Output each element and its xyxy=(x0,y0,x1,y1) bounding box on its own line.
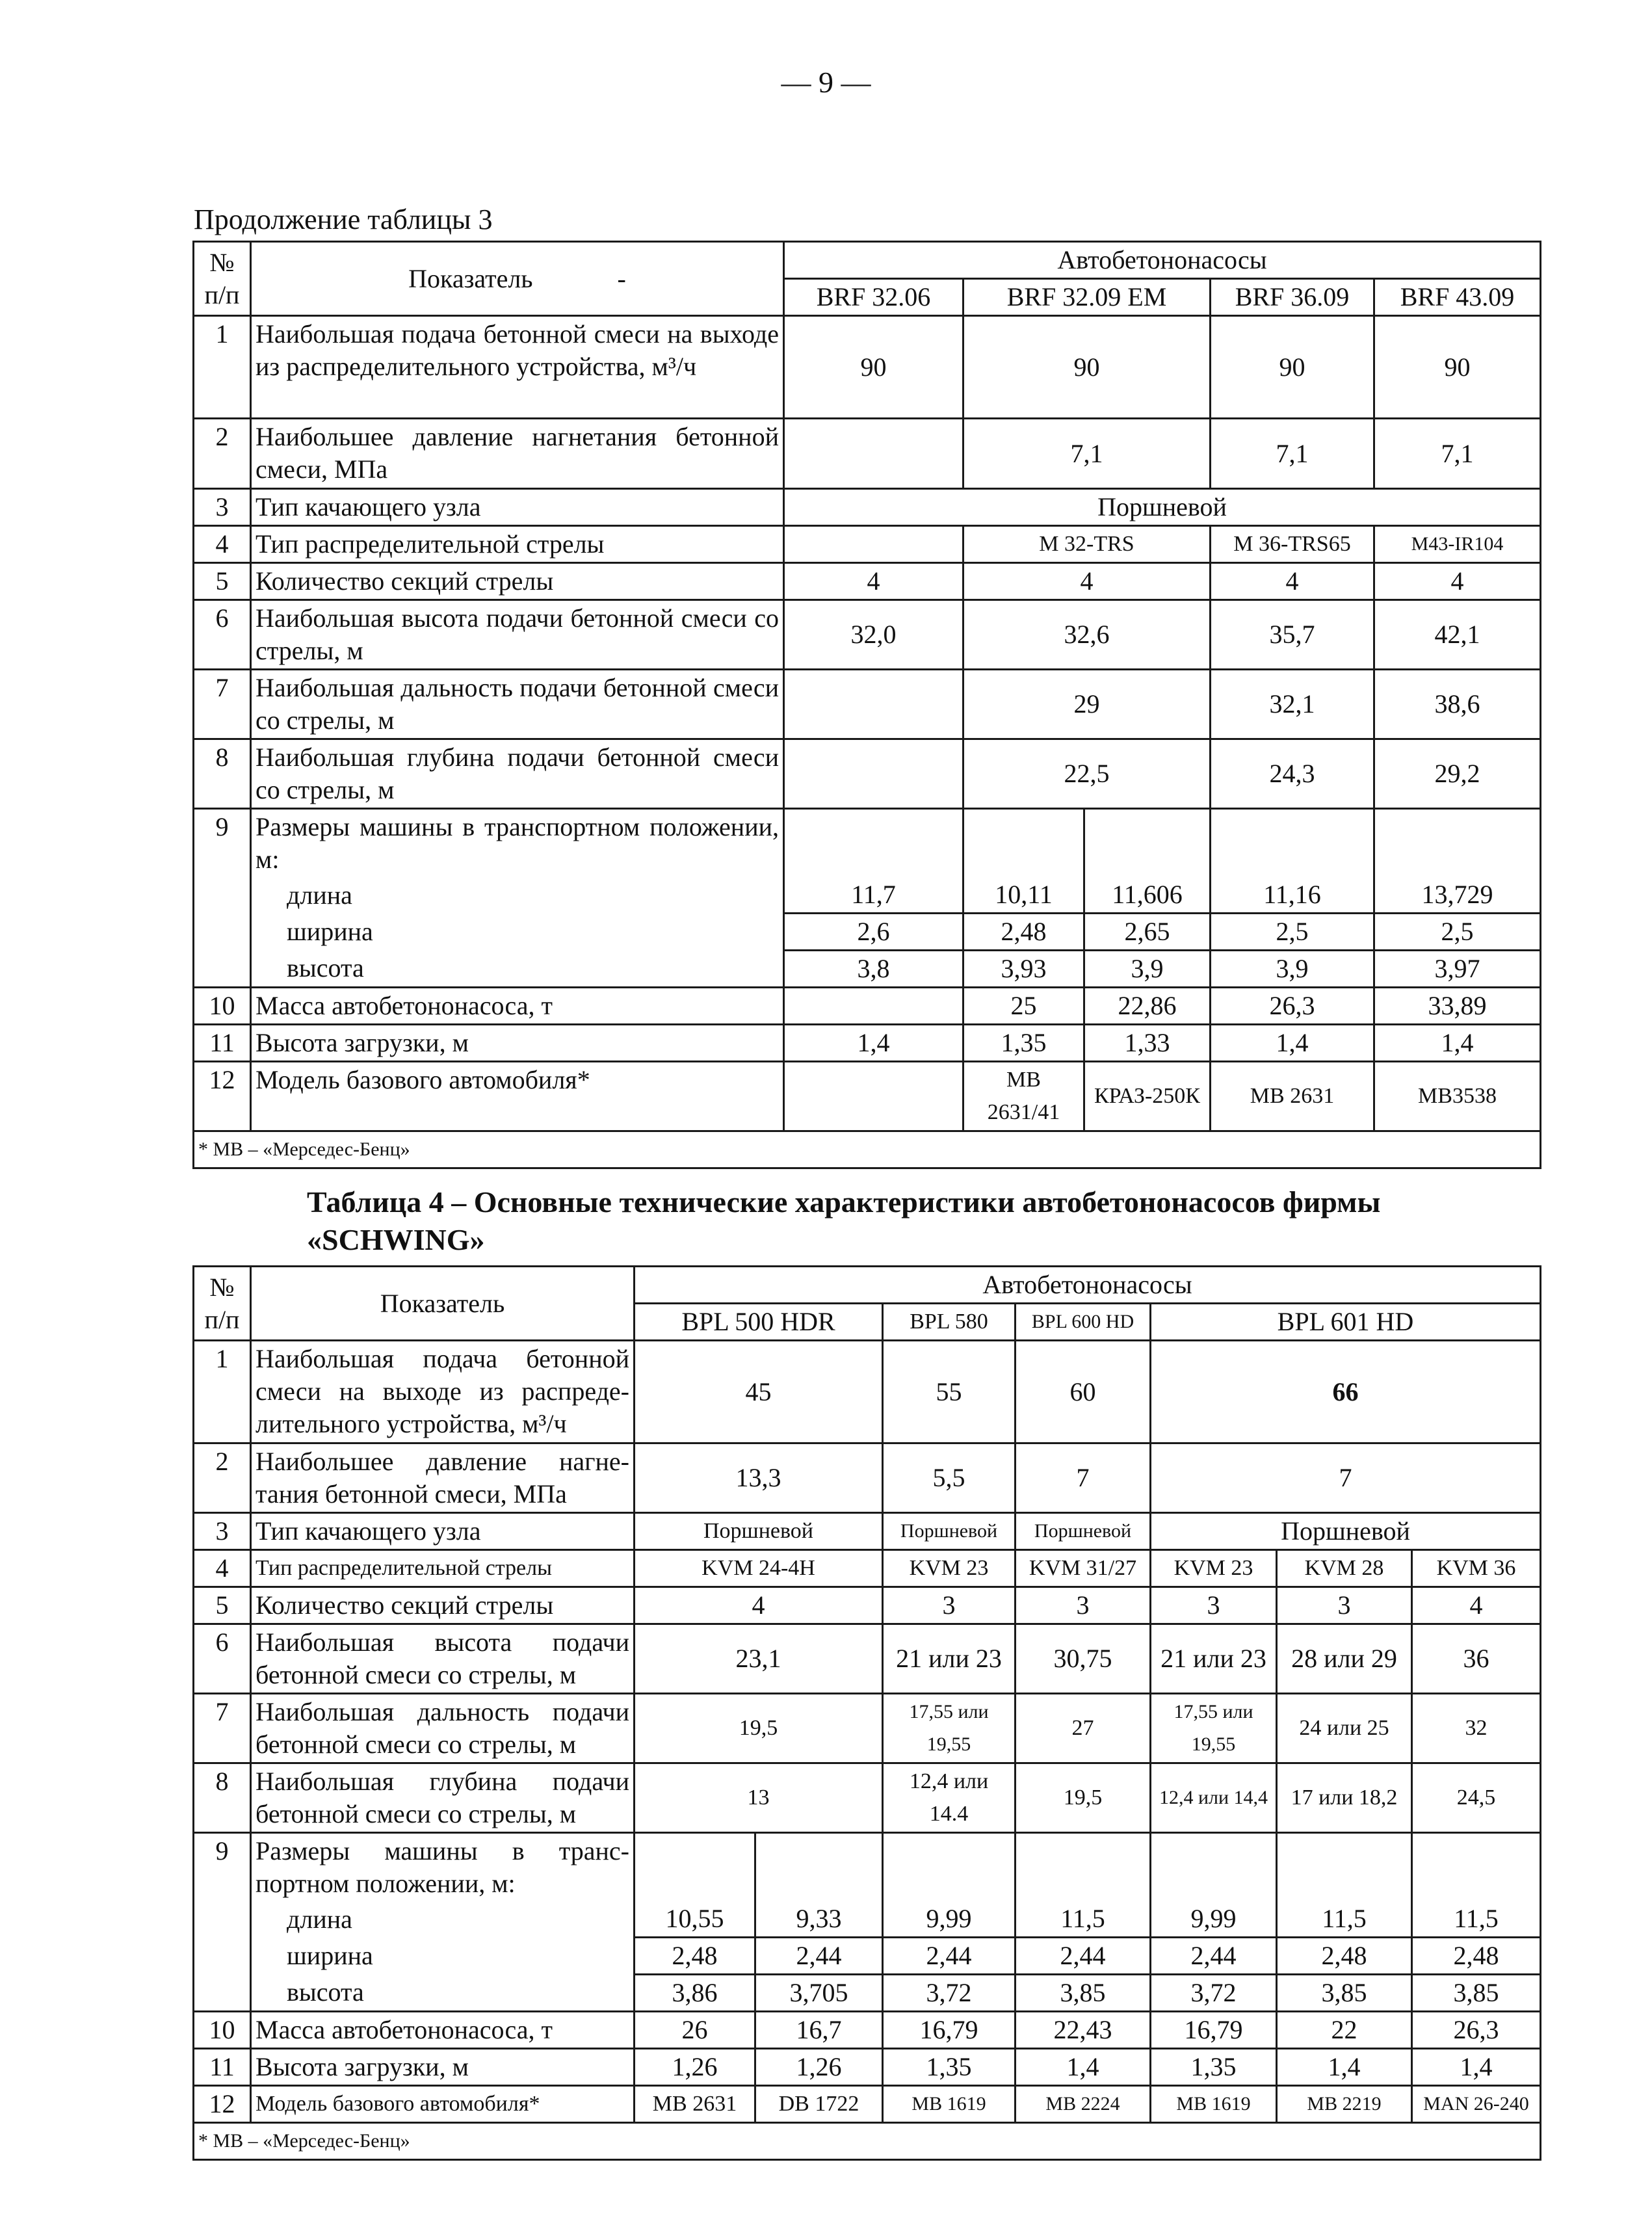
t4-row-label: Масса автобетононасоса, т xyxy=(251,2012,635,2049)
t3-row-label: Масса автобетононасоса, т xyxy=(251,988,784,1025)
t4-cell: 21 или 23 xyxy=(1151,1624,1277,1694)
t3-cell: 7,1 xyxy=(1211,419,1374,489)
t4-row-label: Наибольшая глубина подачи бетонной смеси со стрелы, м xyxy=(251,1763,635,1833)
t3-cell-empty xyxy=(784,1062,964,1131)
t4-cell: 2,44 xyxy=(755,1938,883,1975)
t3-row-num: 10 xyxy=(194,988,251,1025)
t4-cell: 11,5 xyxy=(1277,1901,1412,1938)
t3-cell: 1,4 xyxy=(1374,1025,1541,1062)
t4-model: BPL 500 HDR xyxy=(635,1304,883,1341)
t4-head-indicator: Показатель xyxy=(251,1267,635,1341)
t4-cell: 60 xyxy=(1016,1341,1151,1443)
t3-cell: 4 xyxy=(1374,563,1541,600)
t4-row-num: 7 xyxy=(194,1694,251,1763)
t3-row-num: 9 xyxy=(194,809,251,988)
t3-cell: 33,89 xyxy=(1374,988,1541,1025)
t4-cell: 3,85 xyxy=(1016,1975,1151,2012)
t3-row-num: 5 xyxy=(194,563,251,600)
t4-cell: 3,705 xyxy=(755,1975,883,2012)
t4-cell: 17,55 или 19,55 xyxy=(1151,1694,1277,1763)
t3-cell-empty xyxy=(1374,809,1541,878)
t4-cell: 2,44 xyxy=(883,1938,1016,1975)
t3-head-group: Автобетононасосы xyxy=(784,242,1541,279)
t4-cell: 11,5 xyxy=(1016,1901,1151,1938)
t4-cell: 19,5 xyxy=(635,1694,883,1763)
t4-cell: 26,3 xyxy=(1412,2012,1541,2049)
t4-row-label: Наибольшая подача бетонной смеси на выходе из распределительного устройства, м³/ч xyxy=(251,1341,635,1443)
t4-cell: 3 xyxy=(883,1587,1016,1624)
t3-row-label: Модель базового автомобиля* xyxy=(251,1062,784,1131)
t3-row-label: Тип распределительной стрелы xyxy=(251,526,784,563)
t3-cell: 2,65 xyxy=(1084,914,1211,951)
t4-cell: 9,33 xyxy=(755,1901,883,1938)
t4-cell-empty xyxy=(635,1833,755,1902)
t4-cell: 13 xyxy=(635,1763,883,1833)
t3-cell: 2,5 xyxy=(1374,914,1541,951)
t3-row-num: 7 xyxy=(194,670,251,739)
t3-cell: 10,11 xyxy=(964,877,1084,914)
t4-cell-empty xyxy=(1277,1833,1412,1902)
t4-cell: 7 xyxy=(1016,1443,1151,1513)
t3-cell: MB 2631 xyxy=(1211,1062,1374,1131)
t3-cell: 11,16 xyxy=(1211,877,1374,914)
t3-cell: 35,7 xyxy=(1211,600,1374,670)
t3-cell: 13,729 xyxy=(1374,877,1541,914)
t3-cell: 22,86 xyxy=(1084,988,1211,1025)
t4-cell: KVM 24-4H xyxy=(635,1550,883,1587)
t3-row-label: Наибольшая глубина подачи бетонной смеси со стрелы, м xyxy=(251,739,784,809)
t3-row-num: 12 xyxy=(194,1062,251,1131)
t3-cell: 90 xyxy=(1211,316,1374,419)
t4-row-label: Модель базового автомобиля* xyxy=(251,2086,635,2123)
t3-cell: 1,4 xyxy=(784,1025,964,1062)
t4-model: BPL 580 xyxy=(883,1304,1016,1341)
t4-cell: 9,99 xyxy=(1151,1901,1277,1938)
t3-cell-empty xyxy=(784,670,964,739)
t3-cell: 22,5 xyxy=(964,739,1211,809)
t4-cell: MAN 26-240 xyxy=(1412,2086,1541,2123)
t4-cell-empty xyxy=(1412,1833,1541,1902)
t4-cell: KVM 28 xyxy=(1277,1550,1412,1587)
t4-row-num: 8 xyxy=(194,1763,251,1833)
t3-row-label: Наибольшее давление нагнетания бетонной смеси, МПа xyxy=(251,419,784,489)
t3-cell-empty xyxy=(964,809,1084,878)
t3-cell: 32,6 xyxy=(964,600,1211,670)
t4-row-num: 9 xyxy=(194,1833,251,2012)
t4-cell: 7 xyxy=(1151,1443,1541,1513)
t4-cell: DB 1722 xyxy=(755,2086,883,2123)
t4-row-num: 11 xyxy=(194,2049,251,2086)
t3-cell: 1,33 xyxy=(1084,1025,1211,1062)
t3-cell: MB 2631/41 xyxy=(964,1062,1084,1131)
t4-cell-empty xyxy=(1151,1833,1277,1902)
t4-model: BPL 600 HD xyxy=(1016,1304,1151,1341)
t4-cell-empty xyxy=(883,1833,1016,1902)
t3-model: BRF 32.09 EM xyxy=(964,279,1211,316)
t3-cell: 3,8 xyxy=(784,951,964,988)
t3-model: BRF 36.09 xyxy=(1211,279,1374,316)
t3-cell-empty xyxy=(1211,809,1374,878)
t4-dim-length-label: длина xyxy=(251,1901,635,1938)
t4-cell: 2,48 xyxy=(1277,1938,1412,1975)
t4-cell: MB 2631 xyxy=(635,2086,755,2123)
t4-cell: Поршневой xyxy=(1016,1513,1151,1550)
t4-cell: 21 или 23 xyxy=(883,1624,1016,1694)
t3-footnote: * MB – «Мерседес-Бенц» xyxy=(194,1131,1541,1168)
t3-cell: 29 xyxy=(964,670,1211,739)
t3-head-indicator: Показатель - xyxy=(251,242,784,316)
t4-cell: 3 xyxy=(1277,1587,1412,1624)
t4-cell-empty xyxy=(1016,1833,1151,1902)
t3-row-num: 11 xyxy=(194,1025,251,1062)
t4-head-num: № п/п xyxy=(194,1267,251,1341)
t4-cell: 2,48 xyxy=(635,1938,755,1975)
t4-cell: 66 xyxy=(1151,1341,1541,1443)
t3-cell: М 32-TRS xyxy=(964,526,1211,563)
t3-cell: КРАЗ-250К xyxy=(1084,1062,1211,1131)
t4-cell: 13,3 xyxy=(635,1443,883,1513)
table4-title: Таблица 4 – Основные технические характеристики автобетононасосов фирмы «SCHWING» xyxy=(307,1185,1381,1256)
t3-cell: M43-IR104 xyxy=(1374,526,1541,563)
t4-head-group: Автобетононасосы xyxy=(635,1267,1541,1304)
t4-row-label: Наибольшее давление нагнетания бетонной смеси, МПа xyxy=(251,1443,635,1513)
t3-row-label: Наибольшая дальность подачи бетонной смеси со стрелы, м xyxy=(251,670,784,739)
t3-row-num: 1 xyxy=(194,316,251,419)
t4-row-num: 2 xyxy=(194,1443,251,1513)
t3-cell: 29,2 xyxy=(1374,739,1541,809)
t4-row-label: Наибольшая высота подачи бетонной смеси со стрелы, м xyxy=(251,1624,635,1694)
t4-cell: KVM 31/27 xyxy=(1016,1550,1151,1587)
t4-cell: 3,85 xyxy=(1412,1975,1541,2012)
t3-cell: 26,3 xyxy=(1211,988,1374,1025)
t3-model: BRF 43.09 xyxy=(1374,279,1541,316)
t4-cell: MB 2219 xyxy=(1277,2086,1412,2123)
t4-cell: 17 или 18,2 xyxy=(1277,1763,1412,1833)
t4-row-num: 4 xyxy=(194,1550,251,1587)
t4-cell: 17,55 или 19,55 xyxy=(883,1694,1016,1763)
t4-row-num: 1 xyxy=(194,1341,251,1443)
t4-cell: 1,4 xyxy=(1412,2049,1541,2086)
t3-cell: М 36-TRS65 xyxy=(1211,526,1374,563)
t3-row-label: Наибольшая высота подачи бетонной смеси со стрелы, м xyxy=(251,600,784,670)
t3-cell: 4 xyxy=(784,563,964,600)
t4-cell: 9,99 xyxy=(883,1901,1016,1938)
t4-cell: 10,55 xyxy=(635,1901,755,1938)
t4-cell: 30,75 xyxy=(1016,1624,1151,1694)
t3-cell: 4 xyxy=(964,563,1211,600)
t3-cell-empty xyxy=(1084,809,1211,878)
t3-cell: 90 xyxy=(1374,316,1541,419)
t4-cell: 12,4 или 14.4 xyxy=(883,1763,1016,1833)
t3-row-num: 4 xyxy=(194,526,251,563)
t4-cell: MB 1619 xyxy=(1151,2086,1277,2123)
t4-cell: 24,5 xyxy=(1412,1763,1541,1833)
t3-cell: 90 xyxy=(964,316,1211,419)
t4-footnote: * MB – «Мерседес-Бенц» xyxy=(194,2123,1541,2160)
t4-cell: MB 1619 xyxy=(883,2086,1016,2123)
table4 xyxy=(192,1265,1541,2161)
t3-cell: 1,4 xyxy=(1211,1025,1374,1062)
t3-cell: 42,1 xyxy=(1374,600,1541,670)
t3-cell-empty xyxy=(784,988,964,1025)
t3-cell: 11,606 xyxy=(1084,877,1211,914)
t4-cell: 4 xyxy=(635,1587,883,1624)
t4-row-label: Высота загрузки, м xyxy=(251,2049,635,2086)
t4-row-num: 5 xyxy=(194,1587,251,1624)
t4-cell: 32 xyxy=(1412,1694,1541,1763)
t3-cell: 2,6 xyxy=(784,914,964,951)
t3-cell: 11,7 xyxy=(784,877,964,914)
t4-row-num: 6 xyxy=(194,1624,251,1694)
t4-cell: 26 xyxy=(635,2012,755,2049)
t4-row-label: Количество секций стрелы xyxy=(251,1587,635,1624)
t4-model: BPL 601 HD xyxy=(1151,1304,1541,1341)
table3 xyxy=(192,241,1541,1169)
t4-cell: 28 или 29 xyxy=(1277,1624,1412,1694)
t3-cell-empty xyxy=(784,809,964,878)
t4-cell: 22 xyxy=(1277,2012,1412,2049)
t4-cell: 2,44 xyxy=(1151,1938,1277,1975)
t4-cell: 16,79 xyxy=(883,2012,1016,2049)
t3-cell: Поршневой xyxy=(784,489,1541,526)
t4-cell: 1,26 xyxy=(635,2049,755,2086)
t4-cell: 4 xyxy=(1412,1587,1541,1624)
t4-cell: 24 или 25 xyxy=(1277,1694,1412,1763)
t3-row-label: Размеры машины в транспортном положении, м: xyxy=(251,809,784,878)
t3-cell: 90 xyxy=(784,316,964,419)
t3-cell: 3,9 xyxy=(1084,951,1211,988)
t4-dim-height-label: высота xyxy=(251,1975,635,2012)
t3-row-label: Высота загрузки, м xyxy=(251,1025,784,1062)
t4-cell: 1,26 xyxy=(755,2049,883,2086)
t3-cell: 2,48 xyxy=(964,914,1084,951)
t4-cell: 16,7 xyxy=(755,2012,883,2049)
t4-cell: 55 xyxy=(883,1341,1016,1443)
t3-dim-width-label: ширина xyxy=(251,914,784,951)
t3-cell: 3,9 xyxy=(1211,951,1374,988)
t3-cell: 38,6 xyxy=(1374,670,1541,739)
t4-cell: 3,72 xyxy=(1151,1975,1277,2012)
t3-cell: 25 xyxy=(964,988,1084,1025)
t4-cell: 36 xyxy=(1412,1624,1541,1694)
t3-model: BRF 32.06 xyxy=(784,279,964,316)
t4-cell: MB 2224 xyxy=(1016,2086,1151,2123)
t4-cell: 19,5 xyxy=(1016,1763,1151,1833)
t3-cell: 2,5 xyxy=(1211,914,1374,951)
t4-row-label: Тип качающего узла xyxy=(251,1513,635,1550)
table3-caption: Продолжение таблицы 3 xyxy=(194,204,493,235)
t3-cell: 32,0 xyxy=(784,600,964,670)
t3-dim-height-label: высота xyxy=(251,951,784,988)
t3-row-num: 6 xyxy=(194,600,251,670)
t4-row-label: Тип распределительной стрелы xyxy=(251,1550,635,1587)
t3-cell: 3,97 xyxy=(1374,951,1541,988)
t4-cell: Поршневой xyxy=(1151,1513,1541,1550)
t3-row-num: 3 xyxy=(194,489,251,526)
t3-dim-length-label: длина xyxy=(251,877,784,914)
t4-cell: Поршневой xyxy=(883,1513,1016,1550)
t4-cell: 2,48 xyxy=(1412,1938,1541,1975)
t4-cell: 3 xyxy=(1016,1587,1151,1624)
t4-row-num: 3 xyxy=(194,1513,251,1550)
t3-cell-empty xyxy=(784,526,964,563)
t3-head-num: № п/п xyxy=(194,242,251,316)
t4-cell: 45 xyxy=(635,1341,883,1443)
t4-cell: 1,4 xyxy=(1277,2049,1412,2086)
t4-row-label: Наибольшая дальность подачи бетонной смеси со стрелы, м xyxy=(251,1694,635,1763)
t4-cell: 22,43 xyxy=(1016,2012,1151,2049)
t4-row-num: 12 xyxy=(194,2086,251,2123)
t3-cell: 24,3 xyxy=(1211,739,1374,809)
t3-cell: 7,1 xyxy=(1374,419,1541,489)
t4-cell-empty xyxy=(755,1833,883,1902)
t4-cell: 5,5 xyxy=(883,1443,1016,1513)
t4-row-num: 10 xyxy=(194,2012,251,2049)
t4-cell: KVM 36 xyxy=(1412,1550,1541,1587)
t3-cell: 32,1 xyxy=(1211,670,1374,739)
t4-dim-width-label: ширина xyxy=(251,1938,635,1975)
t4-cell: 1,35 xyxy=(883,2049,1016,2086)
t4-cell: 27 xyxy=(1016,1694,1151,1763)
t3-cell: 4 xyxy=(1211,563,1374,600)
t4-cell: 23,1 xyxy=(635,1624,883,1694)
t4-cell: 16,79 xyxy=(1151,2012,1277,2049)
t4-row-label: Размеры машины в транспортном положении, м: xyxy=(251,1833,635,1902)
t3-cell: 3,93 xyxy=(964,951,1084,988)
t3-cell-empty xyxy=(784,739,964,809)
t4-cell: 1,35 xyxy=(1151,2049,1277,2086)
page-number: — 9 — xyxy=(781,66,871,99)
t3-cell: 7,1 xyxy=(964,419,1211,489)
t4-cell: Поршневой xyxy=(635,1513,883,1550)
t4-cell: KVM 23 xyxy=(883,1550,1016,1587)
t3-row-label: Наибольшая подача бетонной смеси на выходе из распределительного устройства, м³/ч xyxy=(251,316,784,419)
t3-row-label: Количество секций стрелы xyxy=(251,563,784,600)
t3-cell: MB3538 xyxy=(1374,1062,1541,1131)
t4-cell: 3 xyxy=(1151,1587,1277,1624)
t4-cell: 11,5 xyxy=(1412,1901,1541,1938)
t3-row-num: 8 xyxy=(194,739,251,809)
t3-row-num: 2 xyxy=(194,419,251,489)
t3-cell-empty xyxy=(784,419,964,489)
t4-cell: 3,72 xyxy=(883,1975,1016,2012)
t4-cell: 3,85 xyxy=(1277,1975,1412,2012)
t4-cell: 1,4 xyxy=(1016,2049,1151,2086)
t4-cell: 12,4 или 14,4 xyxy=(1151,1763,1277,1833)
t3-row-label: Тип качающего узла xyxy=(251,489,784,526)
t3-cell: 1,35 xyxy=(964,1025,1084,1062)
t4-cell: KVM 23 xyxy=(1151,1550,1277,1587)
t4-cell: 3,86 xyxy=(635,1975,755,2012)
t4-cell: 2,44 xyxy=(1016,1938,1151,1975)
